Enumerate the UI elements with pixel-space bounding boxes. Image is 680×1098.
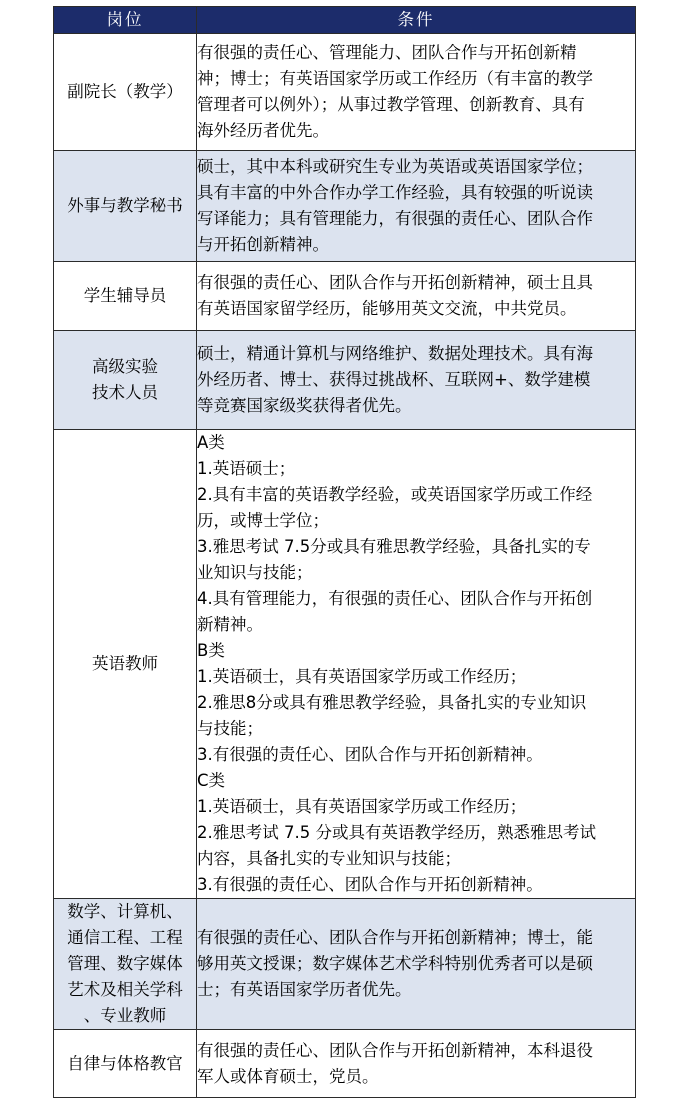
table-row (54, 151, 636, 262)
condition-text: 3.有很强的责任心、团队合作与开拓创新精神。 (197, 875, 543, 894)
condition-text: 外经历者、博士、获得过挑战杯、互联网+、数学建模 (197, 370, 591, 389)
table-row (54, 899, 636, 1030)
position-text: 艺术及相关学科 (67, 980, 183, 999)
condition-text: 有很强的责任心、团队合作与开拓创新精神；博士，能 (197, 928, 593, 947)
table-row (54, 331, 636, 430)
condition-text: 有英语国家留学经历，能够用英文交流，中共党员。 (197, 299, 577, 318)
condition-text: 神；博士；有英语国家学历或工作经历（有丰富的教学 (197, 69, 593, 88)
condition-cell (197, 331, 636, 430)
condition-text: 内容，具备扎实的专业知识与技能； (197, 849, 461, 868)
table-row (54, 34, 636, 151)
position-text: 学生辅导员 (83, 286, 167, 305)
condition-text: 管理者可以例外）；从事过教学管理、创新教育、具有 (197, 95, 585, 114)
condition-text: 等竞赛国家级奖获得者优先。 (197, 396, 412, 415)
condition-text: A类 (197, 433, 225, 452)
condition-cell (197, 1030, 636, 1098)
condition-cell (197, 430, 636, 899)
recruitment-table (53, 6, 636, 1098)
position-text: 外事与教学秘书 (67, 196, 183, 215)
condition-text: 2.雅思考试 7.5 分或具有英语教学经历，熟悉雅思考试 (197, 823, 596, 842)
position-text: 自律与体格教官 (67, 1053, 183, 1073)
position-cell (54, 899, 197, 1030)
condition-text: B类 (197, 641, 225, 660)
condition-cell (197, 262, 636, 331)
condition-text: 士；有英语国家学历者优先。 (197, 980, 412, 999)
table-row (54, 430, 636, 899)
condition-text: 够用英文授课；数字媒体艺术学科特别优秀者可以是硕 (197, 954, 593, 973)
condition-text: 硕士，精通计算机与网络维护、数据处理技术。具有海 (197, 344, 593, 363)
condition-text: 2.具有丰富的英语教学经验，或英语国家学历或工作经 (197, 485, 593, 504)
position-text: 高级实验 (92, 357, 158, 376)
condition-text: 业知识与技能； (197, 563, 313, 582)
position-text: 技术人员 (92, 383, 158, 402)
condition-text: 具有丰富的中外合作办学工作经验，具有较强的听说读 (197, 183, 593, 202)
position-text: 通信工程、工程 (67, 928, 183, 947)
condition-text: 与开拓创新精神。 (197, 235, 329, 254)
table-row (54, 1030, 636, 1098)
position-cell (54, 34, 197, 151)
condition-text: 4.具有管理能力，有很强的责任心、团队合作与开拓创 (197, 589, 593, 608)
condition-text: 有很强的责任心、团队合作与开拓创新精神，本科退役 (197, 1040, 593, 1060)
condition-cell (197, 151, 636, 262)
condition-text: 硕士，其中本科或研究生专业为英语或英语国家学位； (197, 157, 593, 176)
condition-text: 2.雅思8分或具有雅思教学经验，具备扎实的专业知识 (197, 693, 587, 712)
position-text: 数学、计算机、 (67, 902, 183, 921)
position-text: 管理、数字媒体 (67, 954, 183, 973)
condition-text: 有很强的责任心、团队合作与开拓创新精神，硕士且具 (197, 273, 593, 292)
position-cell (54, 262, 197, 331)
condition-cell (197, 34, 636, 151)
header-condition: 条件 (197, 7, 636, 34)
position-cell (54, 430, 197, 899)
condition-text: 1.英语硕士，具有英语国家学历或工作经历； (197, 797, 527, 816)
header-position: 岗位 (54, 7, 197, 34)
table-row (54, 262, 636, 331)
condition-text: 有很强的责任心、管理能力、团队合作与开拓创新精 (197, 43, 577, 62)
position-cell (54, 331, 197, 430)
condition-text: 1.英语硕士； (197, 459, 296, 478)
condition-text: 海外经历者优先。 (197, 121, 329, 140)
condition-cell (197, 899, 636, 1030)
table-header-row (54, 7, 636, 34)
position-text: 英语教师 (92, 654, 158, 673)
position-cell (54, 1030, 197, 1098)
condition-text: 军人或体育硕士，党员。 (197, 1066, 379, 1086)
condition-text: 3.雅思考试 7.5分或具有雅思教学经验，具备扎实的专 (197, 537, 591, 556)
condition-text: 与技能； (197, 719, 263, 738)
condition-text: 写译能力；具有管理能力，有很强的责任心、团队合作 (197, 209, 593, 228)
condition-text: 历，或博士学位； (197, 511, 329, 530)
position-cell (54, 151, 197, 262)
condition-text: 1.英语硕士，具有英语国家学历或工作经历； (197, 667, 527, 686)
position-text: 、专业教师 (83, 1006, 167, 1025)
condition-text: C类 (197, 771, 226, 790)
condition-text: 新精神。 (197, 615, 263, 634)
position-text: 副院长（教学） (67, 82, 183, 101)
condition-text: 3.有很强的责任心、团队合作与开拓创新精神。 (197, 745, 543, 764)
